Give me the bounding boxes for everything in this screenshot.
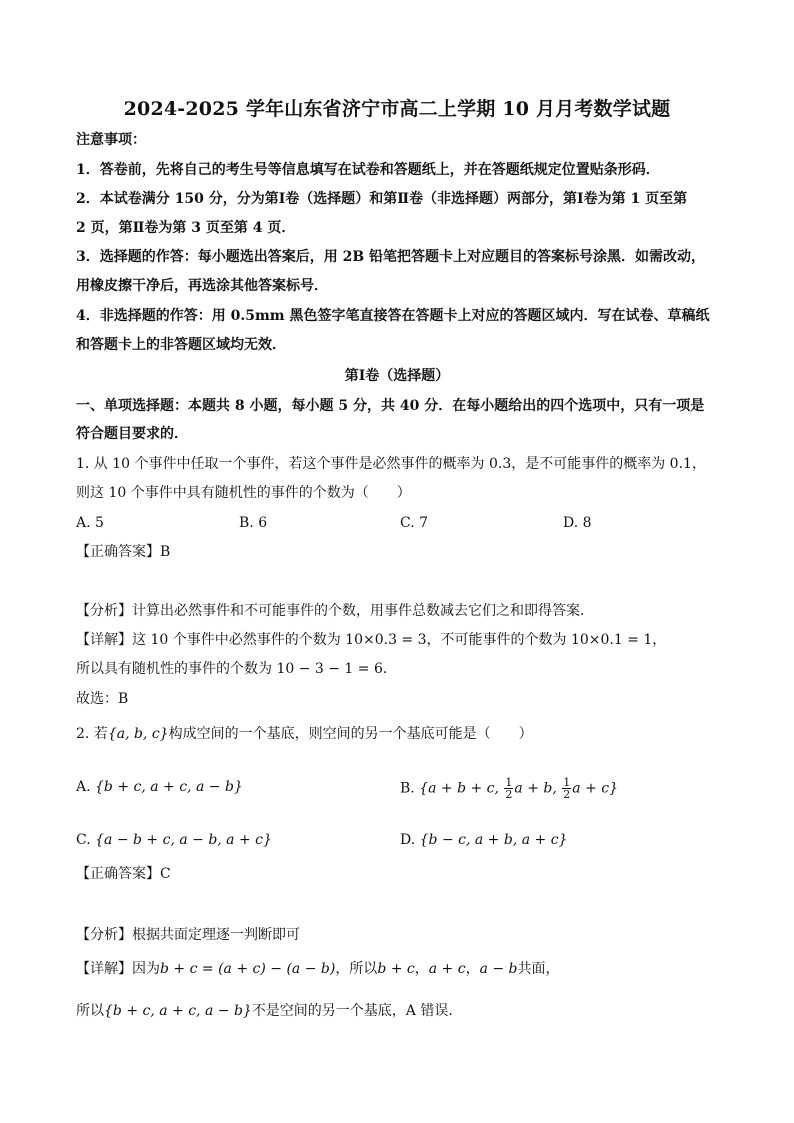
notice-item-1: 1．答卷前，先将自己的考生号等信息填写在试卷和答题纸上，并在答题纸规定位置贴条形码．	[76, 162, 660, 178]
section-intro-a: 一、单项选择题：本题共 8 小题，每小题 5 分，共 40 分．在每小题给出的四个选项中，只有一项是	[76, 398, 705, 414]
q2-detail-a-mid: ，所以	[335, 961, 378, 977]
q2-option-b	[400, 777, 618, 800]
q1-stem-b: 则这 10 个事件中具有随机性的事件的个数为（ ）	[76, 485, 411, 501]
q2-detail-b-set: {b + c, a + c, a − b}	[104, 1003, 252, 1019]
q1-stem-a: 1. 从 10 个事件中任取一个事件，若这个事件是必然事件的概率为 0.3，是不可能事件的概率为 0.1，	[76, 456, 706, 472]
section-intro-b: 符合题目要求的．	[76, 426, 188, 442]
page-title: 2024-2025 学年山东省济宁市高二上学期 10 月月考数学试题	[123, 98, 671, 120]
q2-detail-b-suffix: 不是空间的另一个基底，A 错误.	[251, 1003, 453, 1019]
notice-item-4a: 4．非选择题的作答：用 0.5mm 黑色签字笔直接答在答题卡上对应的答题区域内．写在试卷、草稿纸	[76, 308, 710, 324]
q2-option-c	[76, 830, 272, 850]
q2-detail-a-sep2: ，	[465, 961, 480, 977]
q2-analysis: 【分析】根据共面定理逐一判断即可	[76, 927, 300, 943]
q2-option-a-label: A.	[76, 779, 91, 795]
q2-option-b-label: B.	[400, 780, 415, 797]
q2-stem-suffix: 构成空间的一个基底，则空间的另一个基底可能是（ ）	[168, 726, 533, 742]
q2-answer: 【正确答案】C	[76, 866, 171, 882]
q2-detail-b-prefix: 所以	[76, 1003, 104, 1019]
q1-option-a: A. 5	[76, 515, 104, 531]
q2-option-b-part2: a + b,	[514, 780, 562, 797]
q2-detail-a-v1: b + c	[377, 961, 415, 977]
q1-detail-b: 所以具有随机性的事件的个数为 10 − 3 − 1 = 6．	[76, 661, 397, 677]
notice-item-3a: 3．选择题的作答：每小题选出答案后，用 2B 铅笔把答题卡上对应题目的答案标号涂黑．如需改动，	[76, 249, 706, 265]
notice-item-3b: 用橡皮擦干净后，再选涂其他答案标号．	[76, 278, 328, 294]
section-title: 第Ⅰ卷（选择题）	[344, 368, 450, 384]
q1-analysis: 【分析】计算出必然事件和不可能事件的个数，用事件总数减去它们之和即得答案.	[76, 603, 585, 619]
q1-option-c: C. 7	[400, 515, 429, 531]
q1-option-b: B. 6	[239, 515, 268, 531]
notice-heading: 注意事项：	[76, 132, 146, 148]
q2-detail-a-math: b + c = (a + c) − (a − b)	[160, 961, 336, 977]
q2-detail-a-suffix: 共面，	[517, 961, 560, 977]
q1-conclusion: 故选：B	[76, 691, 129, 707]
q2-option-b-fraction-1: $\frac{1}{2}$	[505, 776, 513, 801]
q2-option-d	[400, 830, 567, 850]
q2-option-b-fraction-2: $\frac{1}{2}$	[563, 776, 571, 801]
q2-option-a	[76, 777, 243, 797]
q2-detail-a-v2: a + c	[428, 961, 466, 977]
q2-option-d-label: D.	[400, 832, 416, 848]
notice-item-2b: 2 页，第Ⅱ卷为第 3 页至第 4 页．	[76, 220, 296, 236]
q2-option-d-expr: {b − c, a + b, a + c}	[419, 832, 568, 848]
q2-option-c-expr: {a − b + c, a − b, a + c}	[95, 832, 272, 848]
q1-detail-a: 【详解】这 10 个事件中必然事件的个数为 10×0.3 = 3，不可能事件的个数为 10×0.1 = 1，	[76, 632, 667, 648]
notice-item-4b: 和答题卡上的非答题区域均无效．	[76, 337, 286, 353]
q2-option-c-label: C.	[76, 832, 91, 848]
q2-stem-prefix: 2. 若	[76, 726, 108, 742]
q2-detail-a-prefix: 【详解】因为	[76, 961, 160, 977]
q2-option-a-expr: {b + c, a + c, a − b}	[95, 779, 243, 795]
q2-detail-a-sep1: ，	[414, 961, 429, 977]
notice-item-2a: 2．本试卷满分 150 分，分为第Ⅰ卷（选择题）和第Ⅱ卷（非选择题）两部分，第Ⅰ卷为第 1 页至第	[76, 191, 688, 207]
q1-answer: 【正确答案】B	[76, 544, 171, 560]
q2-stem	[76, 724, 726, 744]
q2-detail-b	[76, 1001, 726, 1021]
q2-stem-set: {a, b, c}	[107, 726, 169, 742]
q2-option-b-part1: {a + b + c,	[419, 780, 504, 797]
q2-detail-a	[76, 959, 726, 979]
q2-detail-a-v3: a − b	[479, 961, 518, 977]
q2-option-b-part3: a + c}	[572, 780, 618, 797]
q1-option-d: D. 8	[563, 515, 592, 531]
